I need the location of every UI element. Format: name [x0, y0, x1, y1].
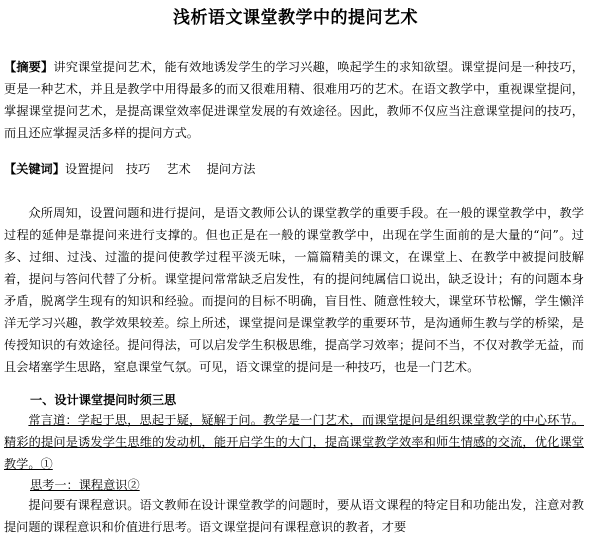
section-heading: 一、设计课堂提问时须三思 [30, 393, 177, 407]
abstract-text: 讲究课堂提问艺术，能有效地诱发学生的学习兴趣，唤起学生的求知欲望。课堂提问是一种技巧，更是一种艺术，并且是教学中用得最多的而又很难用精、很难用巧的艺术。在语文教学中，重视课堂提问，掌握课堂提问艺术，是提高课堂效率促进课堂发展的有效途径。因此，教师不仅应当注意课堂提问的技巧，而且还应掌握灵活多样的提问方式。 [4, 60, 584, 140]
keywords-paragraph [4, 158, 584, 180]
subsection-heading: 思考一：课程意识② [30, 478, 140, 492]
abstract-label: 【摘要】 [4, 60, 54, 74]
abstract-paragraph [4, 56, 584, 144]
paper-title: 浅析语文课堂教学中的提问艺术 [173, 8, 418, 28]
last-paragraph: 提问要有课程意识。语文教师在设计课堂教学的问题时，要从语文课程的特定目和功能出发，注意对教提问题的课程意识和价值进行思考。语文课堂提问有课程意识的教者，才要 [4, 498, 584, 534]
keywords-label: 【关键词】 [4, 162, 65, 176]
intro-paragraph: 众所周知，设置问题和进行提问，是语文教师公认的课堂教学的重要手段。在一般的课堂教学中，教学过程的延伸是靠提问来进行支撑的。但也正是在一般的课堂教学中，出现在学生面前的是大量的“问”。过多、过细、过浅、过滥的提问使教学过程平淡无味，一篇篇精美的课文，在课堂上、在教学中被提问肢解着，提问与答问代替了分析。课堂提问常常缺乏启发性，有的提问纯属信口说出，缺乏设计；有的问题本身矛盾，脱离学生现有的知识和经验。而提问的目标不明确，盲目性、随意性较大，课堂环节松懈，学生懒洋洋无学习兴趣，教学效果较差。综上所述，课堂提问是课堂教学的重要环节，是沟通师生教与学的桥梁，是传授知识的有效途径。提问得法，可以启发学生积极思维，提高学习效率；提问不当，不仅对教学无益，而且会堵塞学生思路，窒息课堂气氛。可见，语文课堂的提问是一种技巧，也是一门艺术。 [4, 206, 584, 374]
motto-paragraph: 常言道：学起于思，思起于疑，疑解于问。教学是一门艺术，而课堂提问是组织课堂教学的中心环节。精彩的提问是诱发学生思维的发动机，能开启学生的大门，提高课堂教学效率和师生情感的交流，优化课堂教学。① [4, 413, 584, 471]
keywords-text: 设置提问 技巧 艺术 提问方法 [64, 162, 256, 176]
